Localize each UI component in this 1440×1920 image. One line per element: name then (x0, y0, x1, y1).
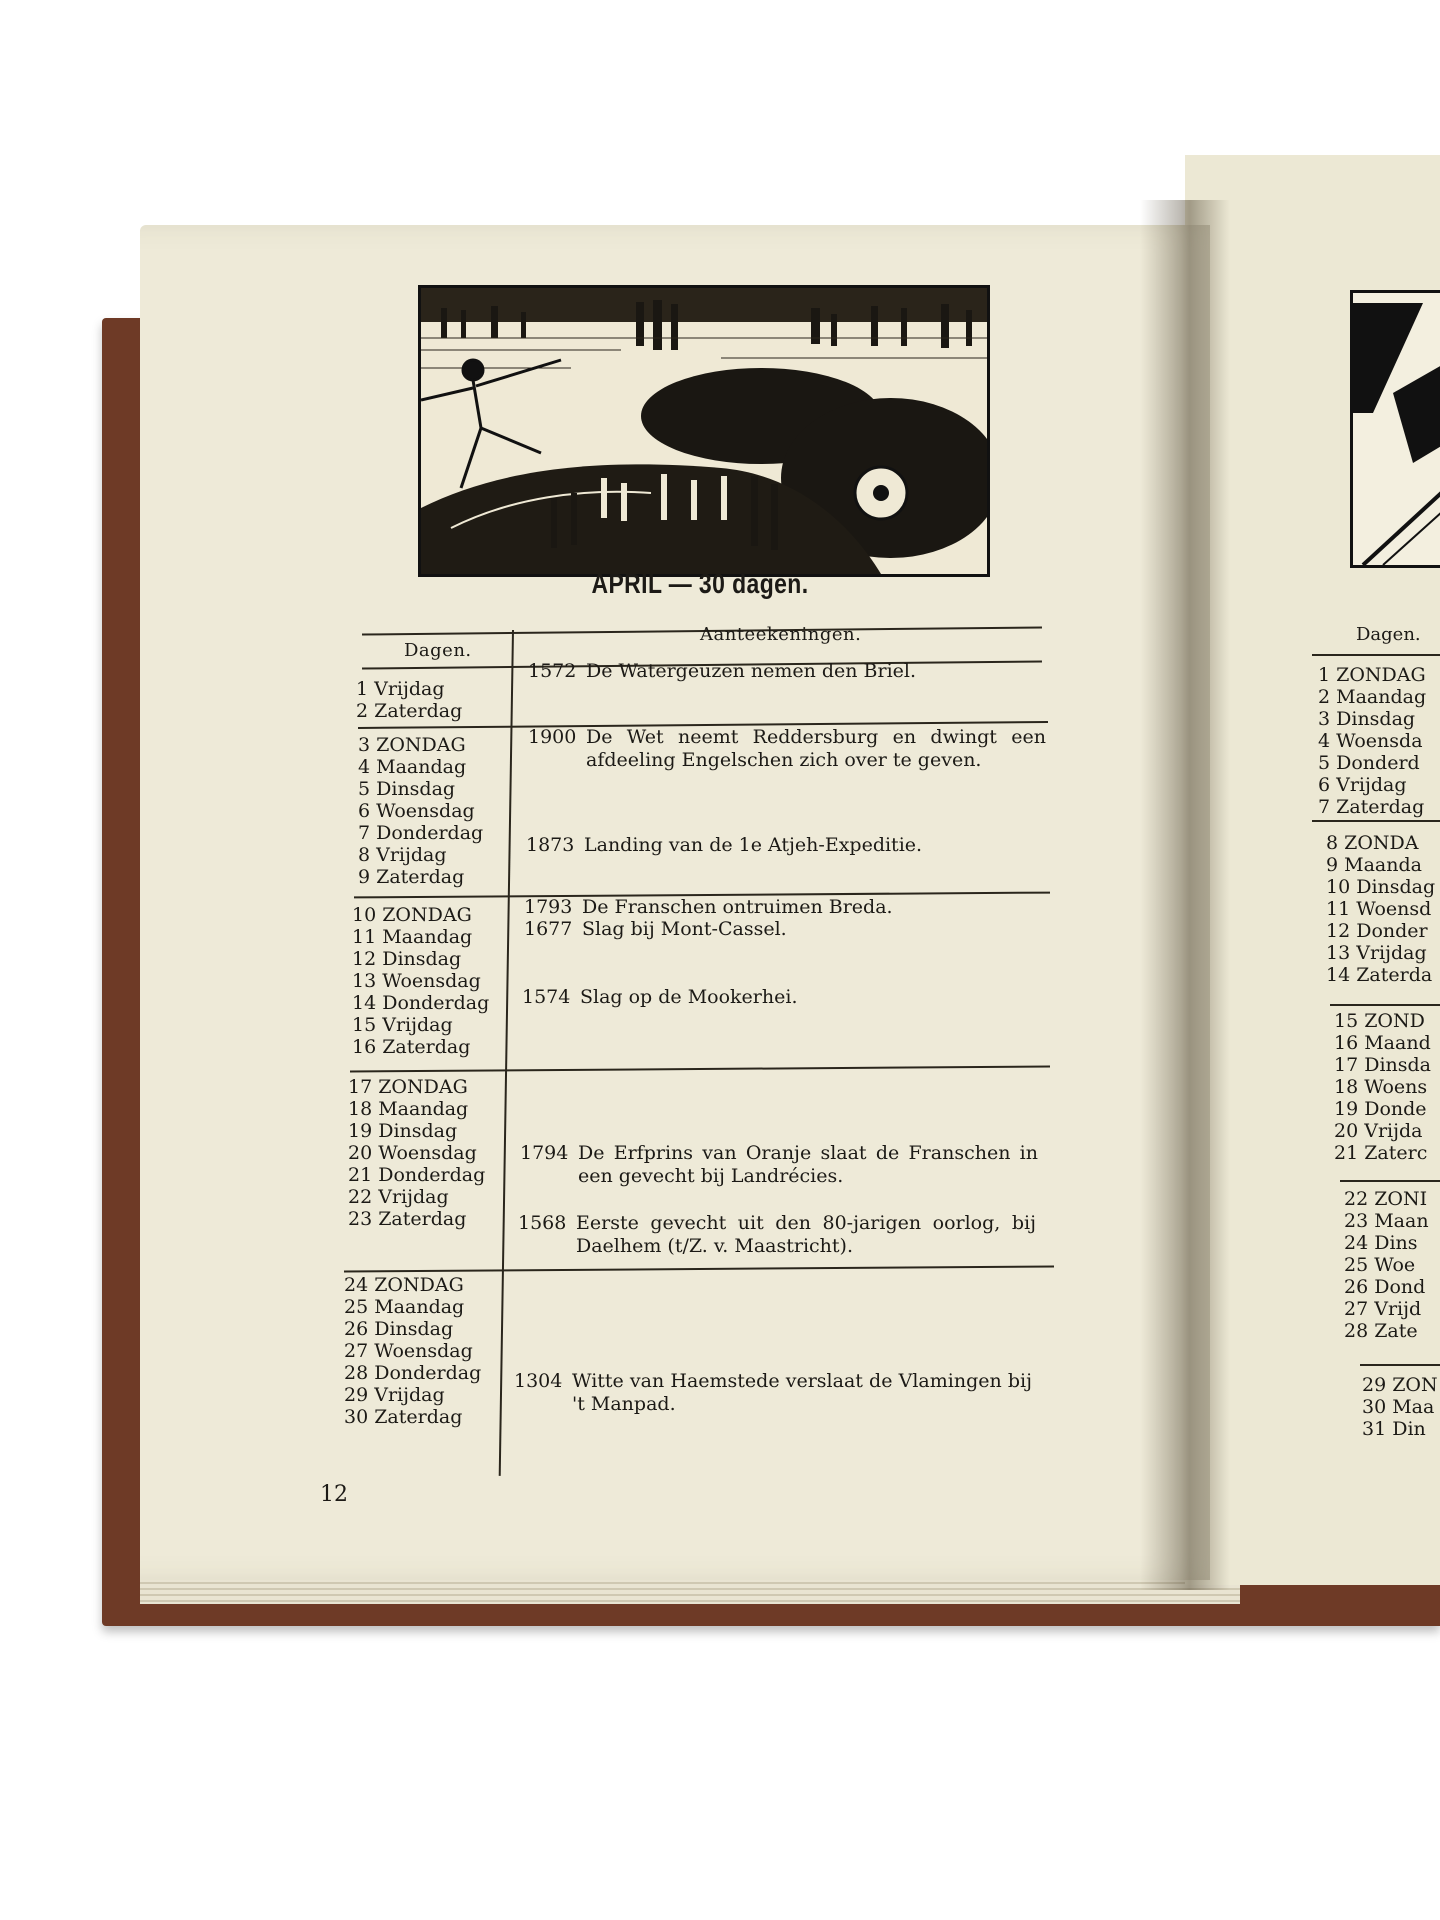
note-entry: 1574 Slag op de Mookerhei. (522, 986, 798, 1008)
right-day-entry: 30 Maa (1362, 1396, 1435, 1418)
right-day-entry: 6 Vrijdag (1318, 774, 1407, 796)
woodcut-illustration (418, 285, 990, 577)
right-day-entry: 1 ZONDAG (1318, 664, 1426, 686)
day-entry: 25 Maandag (344, 1296, 465, 1318)
day-entry: 21 Donderdag (348, 1164, 486, 1186)
right-week-rule-2 (1330, 1004, 1440, 1006)
note-entry: 1304 Witte van Haemstede verslaat de Vlamingen bij 't Manpad. (514, 1370, 1032, 1415)
day-entry: 28 Donderdag (344, 1362, 482, 1384)
day-entry: 30 Zaterdag (344, 1406, 463, 1428)
day-entry: 8 Vrijdag (358, 844, 447, 866)
right-day-entry: 13 Vrijdag (1326, 942, 1427, 964)
day-entry: 23 Zaterdag (348, 1208, 467, 1230)
right-day-entry: 26 Dond (1344, 1276, 1426, 1298)
note-entry: 1793 De Franschen ontruimen Breda. (524, 896, 893, 918)
right-day-entry: 28 Zate (1344, 1320, 1418, 1342)
day-entry: 27 Woensdag (344, 1340, 473, 1362)
right-week-rule-1 (1312, 820, 1440, 822)
right-day-entry: 4 Woensda (1318, 730, 1423, 752)
right-day-entry: 12 Donder (1326, 920, 1428, 942)
right-day-entry: 31 Din (1362, 1418, 1426, 1440)
right-day-entry: 14 Zaterda (1326, 964, 1433, 986)
right-day-entry: 24 Dins (1344, 1232, 1418, 1254)
right-page-illustration (1350, 290, 1440, 568)
right-day-entry: 3 Dinsdag (1318, 708, 1416, 730)
right-week-rule-4 (1360, 1364, 1440, 1366)
notes-column-header: Aanteekeningen. (700, 624, 862, 645)
right-day-entry: 10 Dinsdag (1326, 876, 1436, 898)
day-entry: 19 Dinsdag (348, 1120, 458, 1142)
note-entry: 1873 Landing van de 1e Atjeh-Expeditie. (526, 834, 923, 856)
right-day-entry: 16 Maand (1334, 1032, 1431, 1054)
right-day-entry: 15 ZOND (1334, 1010, 1425, 1032)
month-title: APRIL — 30 dagen. (591, 568, 809, 599)
right-day-entry: 2 Maandag (1318, 686, 1427, 708)
right-day-entry: 22 ZONI (1344, 1188, 1428, 1210)
right-day-entry: 23 Maan (1344, 1210, 1429, 1232)
right-day-entry: 17 Dinsda (1334, 1054, 1432, 1076)
right-day-entry: 25 Woe (1344, 1254, 1416, 1276)
right-day-entry: 9 Maanda (1326, 854, 1422, 876)
day-entry: 15 Vrijdag (352, 1014, 453, 1036)
page-number: 12 (320, 1482, 348, 1507)
days-column-header: Dagen. (404, 640, 472, 661)
day-entry: 29 Vrijdag (344, 1384, 445, 1406)
right-day-entry: 5 Donderd (1318, 752, 1420, 774)
day-entry: 3 ZONDAG (358, 734, 466, 756)
day-entry: 18 Maandag (348, 1098, 469, 1120)
right-day-entry: 18 Woens (1334, 1076, 1428, 1098)
day-entry: 16 Zaterdag (352, 1036, 471, 1058)
day-entry: 6 Woensdag (358, 800, 475, 822)
right-day-entry: 27 Vrijd (1344, 1298, 1422, 1320)
right-day-entry: 8 ZONDA (1326, 832, 1419, 854)
right-header-rule (1312, 654, 1440, 656)
day-entry: 2 Zaterdag (356, 700, 463, 722)
day-entry: 12 Dinsdag (352, 948, 462, 970)
day-entry: 11 Maandag (352, 926, 473, 948)
right-day-entry: 21 Zaterc (1334, 1142, 1428, 1164)
note-entry: 1677 Slag bij Mont-Cassel. (524, 918, 787, 940)
day-entry: 1 Vrijdag (356, 678, 445, 700)
day-entry: 24 ZONDAG (344, 1274, 464, 1296)
note-entry: 1572 De Watergeuzen nemen den Briel. (528, 660, 917, 682)
day-entry: 10 ZONDAG (352, 904, 472, 926)
day-entry: 14 Donderdag (352, 992, 490, 1014)
day-entry: 17 ZONDAG (348, 1076, 468, 1098)
note-entry: 1568 Eerste gevecht uit den 80-jarigen oorlog, bij Daelhem (t/Z. v. Maastricht). (518, 1212, 1036, 1257)
right-day-entry: 19 Donde (1334, 1098, 1427, 1120)
day-entry: 13 Woensdag (352, 970, 481, 992)
right-day-entry: 20 Vrijda (1334, 1120, 1423, 1142)
day-entry: 7 Donderdag (358, 822, 484, 844)
day-entry: 20 Woensdag (348, 1142, 477, 1164)
note-entry: 1900 De Wet neemt Reddersburg en dwingt een afdeeling Engelschen zich over te geven. (528, 726, 1046, 771)
day-entry: 9 Zaterdag (358, 866, 465, 888)
right-day-entry: 7 Zaterdag (1318, 796, 1425, 818)
book-gutter (1140, 200, 1230, 1590)
right-week-rule-3 (1340, 1180, 1440, 1182)
day-entry: 5 Dinsdag (358, 778, 456, 800)
day-entry: 22 Vrijdag (348, 1186, 449, 1208)
day-entry: 26 Dinsdag (344, 1318, 454, 1340)
right-day-entry: 29 ZON (1362, 1374, 1438, 1396)
day-entry: 4 Maandag (358, 756, 467, 778)
right-days-header: Dagen. (1356, 624, 1421, 645)
right-day-entry: 11 Woensd (1326, 898, 1432, 920)
note-entry: 1794 De Erfprins van Oranje slaat de Franschen in een gevecht bij Landrécies. (520, 1142, 1038, 1187)
